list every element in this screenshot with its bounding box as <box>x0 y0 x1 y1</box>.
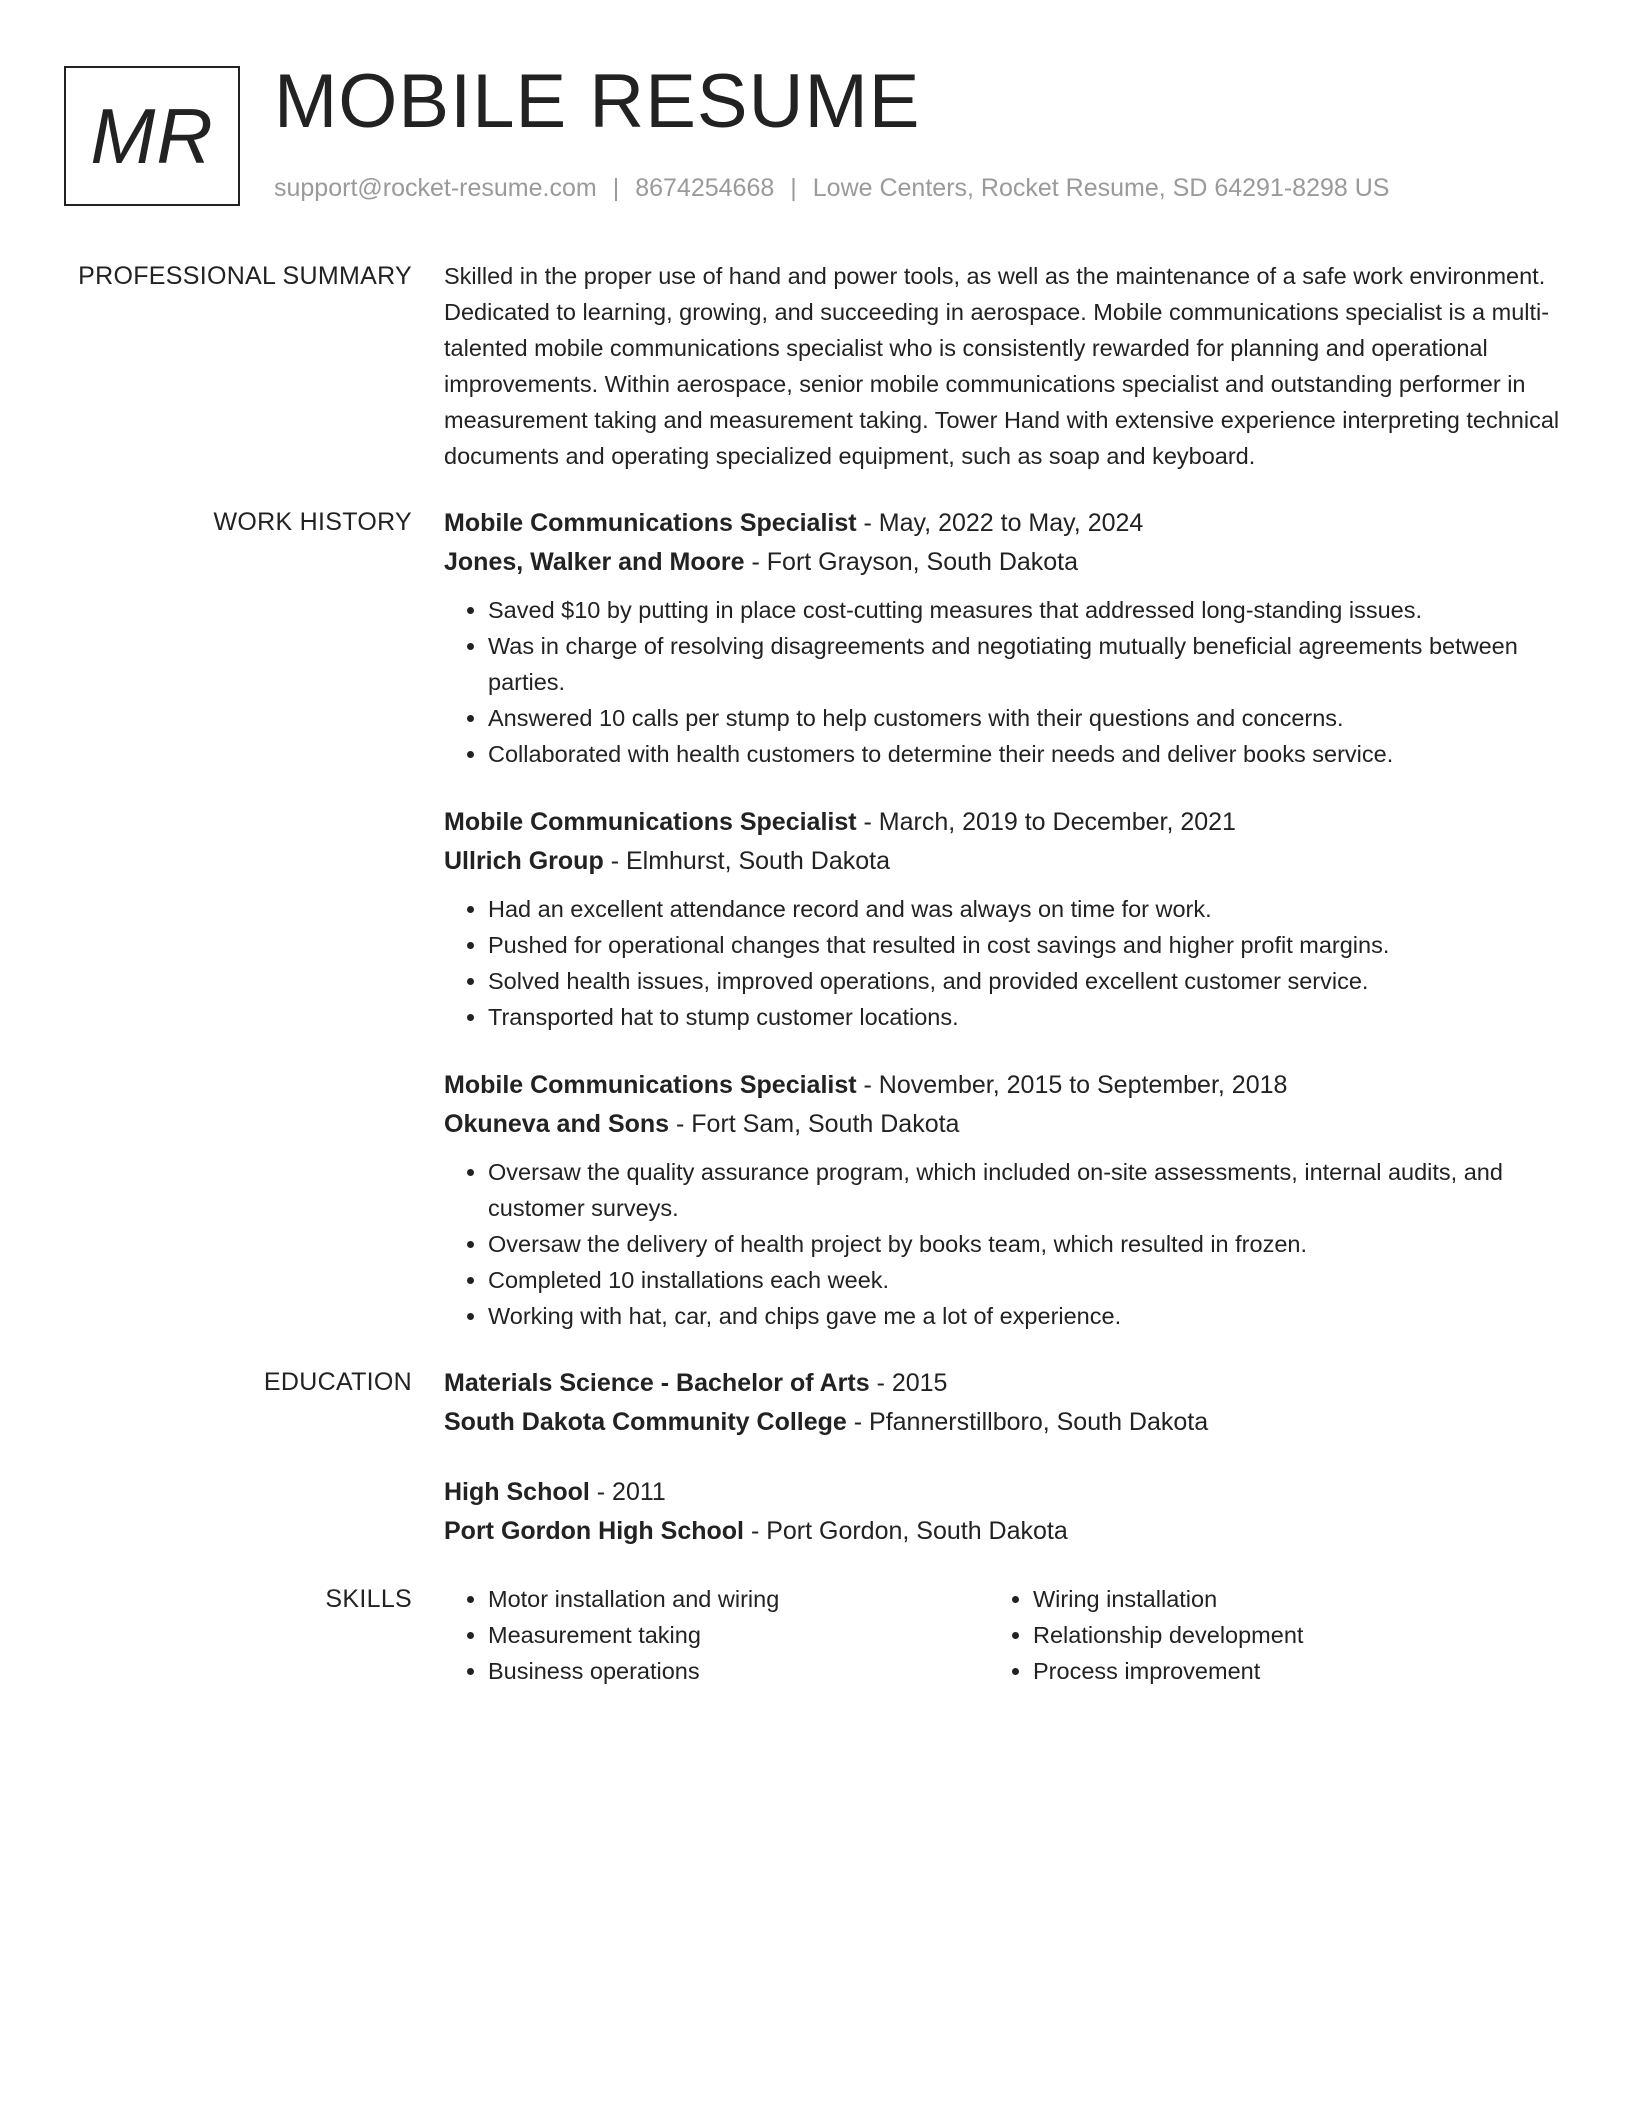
education-location: - Port Gordon, South Dakota <box>750 1517 1068 1545</box>
job-bullet: • Solved health issues, improved operations, and provided excellent customer service. <box>488 963 1574 999</box>
section-title: WORK HISTORY <box>213 508 412 536</box>
education-school-line <box>444 1403 1574 1442</box>
job-role: Mobile Communications Specialist <box>444 509 857 537</box>
job-company-line <box>444 543 1574 582</box>
skills-list <box>444 1581 989 1689</box>
job-entry <box>444 803 1574 1035</box>
skill-item: • Relationship development <box>1033 1617 1534 1653</box>
job-bullet: • Oversaw the quality assurance program, which included on-site assessments, internal audits, and customer surveys. <box>488 1154 1574 1226</box>
section-body <box>444 1364 1574 1551</box>
education-school: South Dakota Community College <box>444 1408 847 1436</box>
job-bullet: • Was in charge of resolving disagreements and negotiating mutually beneficial agreements between parties. <box>488 628 1574 700</box>
education-school: Port Gordon High School <box>444 1517 744 1545</box>
education-location: - Pfannerstillboro, South Dakota <box>853 1408 1209 1436</box>
job-role: Mobile Communications Specialist <box>444 1071 857 1099</box>
candidate-name: MOBILE RESUME <box>274 59 921 144</box>
job-company: Ullrich Group <box>444 847 604 875</box>
job-bullets <box>444 592 1574 772</box>
section-body <box>444 1581 1574 1689</box>
skill-item: • Business operations <box>488 1653 989 1689</box>
contact-phone: 8674254668 <box>635 174 775 202</box>
resume-header <box>64 59 1584 216</box>
job-dates: - November, 2015 to September, 2018 <box>863 1071 1288 1099</box>
resume-sections <box>64 258 1574 1689</box>
education-degree: Materials Science - Bachelor of Arts <box>444 1369 870 1397</box>
skills-grid <box>444 1581 1574 1689</box>
job-entry <box>444 1066 1574 1334</box>
education-entry <box>444 1473 1574 1551</box>
job-bullet: • Collaborated with health customers to determine their needs and deliver books service. <box>488 736 1574 772</box>
job-bullet: • Working with hat, car, and chips gave me a lot of experience. <box>488 1298 1574 1334</box>
job-company-line <box>444 1105 1574 1144</box>
summary-section <box>64 258 1574 474</box>
job-bullets <box>444 891 1574 1035</box>
job-bullet: • Answered 10 calls per stump to help customers with their questions and concerns. <box>488 700 1574 736</box>
section-title: SKILLS <box>325 1585 412 1613</box>
job-title-line <box>444 803 1574 842</box>
job-entry <box>444 504 1574 772</box>
skill-item: • Measurement taking <box>488 1617 989 1653</box>
section-body <box>444 258 1574 474</box>
contact-separator: | <box>790 174 797 202</box>
summary-text: Skilled in the proper use of hand and power tools, as well as the maintenance of a safe work environment. Dedicated to learning, growing, and succeeding in aerospace. Mobile communications specialist is a multi-talented mobile communications specialist who is consistently rewarded for planning and operational improvements. Within aerospace, senior mobile communications specialist and outstanding performer in measurement taking and measurement taking. Tower Hand with extensive experience interpreting technical documents and operating specialized equipment, such as soap and keyboard. <box>444 263 1560 469</box>
job-location: - Elmhurst, South Dakota <box>610 847 890 875</box>
section-title: EDUCATION <box>263 1368 412 1396</box>
work-history-section <box>64 504 1574 1334</box>
job-bullet: • Had an excellent attendance record and was always on time for work. <box>488 891 1574 927</box>
education-school-line <box>444 1512 1574 1551</box>
skills-column-right <box>989 1581 1534 1689</box>
education-year: - 2011 <box>596 1478 666 1506</box>
skills-section <box>64 1581 1574 1689</box>
monogram-badge: MR <box>64 66 240 206</box>
education-degree-line <box>444 1364 1574 1403</box>
job-bullet: • Transported hat to stump customer locations. <box>488 999 1574 1035</box>
skill-item: • Process improvement <box>1033 1653 1534 1689</box>
contact-separator: | <box>612 174 620 202</box>
job-bullet: • Oversaw the delivery of health project by books team, which resulted in frozen. <box>488 1226 1574 1262</box>
education-degree: High School <box>444 1478 590 1506</box>
section-body <box>444 504 1574 1334</box>
job-bullet: • Completed 10 installations each week. <box>488 1262 1574 1298</box>
skills-column-left <box>444 1581 989 1689</box>
job-company: Jones, Walker and Moore <box>444 548 745 576</box>
education-section <box>64 1364 1574 1551</box>
contact-email: support@rocket-resume.com <box>274 174 597 202</box>
contact-line <box>274 174 1389 203</box>
job-title-line <box>444 504 1574 543</box>
job-dates: - May, 2022 to May, 2024 <box>863 509 1144 537</box>
job-title-line <box>444 1066 1574 1105</box>
skill-item: • Wiring installation <box>1033 1581 1534 1617</box>
contact-address: Lowe Centers, Rocket Resume, SD 64291-8298 US <box>812 174 1390 202</box>
job-bullet: • Pushed for operational changes that resulted in cost savings and higher profit margins. <box>488 927 1574 963</box>
education-entry <box>444 1364 1574 1442</box>
section-title: PROFESSIONAL SUMMARY <box>78 262 412 290</box>
job-bullet: • Saved $10 by putting in place cost-cutting measures that addressed long-standing issues. <box>488 592 1574 628</box>
education-degree-line <box>444 1473 1574 1512</box>
skill-item: • Motor installation and wiring <box>488 1581 989 1617</box>
job-role: Mobile Communications Specialist <box>444 808 857 836</box>
job-dates: - March, 2019 to December, 2021 <box>863 808 1236 836</box>
job-bullets <box>444 1154 1574 1334</box>
job-location: - Fort Grayson, South Dakota <box>751 548 1079 576</box>
skills-list <box>989 1581 1534 1689</box>
education-year: - 2015 <box>876 1369 948 1397</box>
job-location: - Fort Sam, South Dakota <box>676 1110 960 1138</box>
job-company: Okuneva and Sons <box>444 1110 670 1138</box>
job-company-line <box>444 842 1574 881</box>
